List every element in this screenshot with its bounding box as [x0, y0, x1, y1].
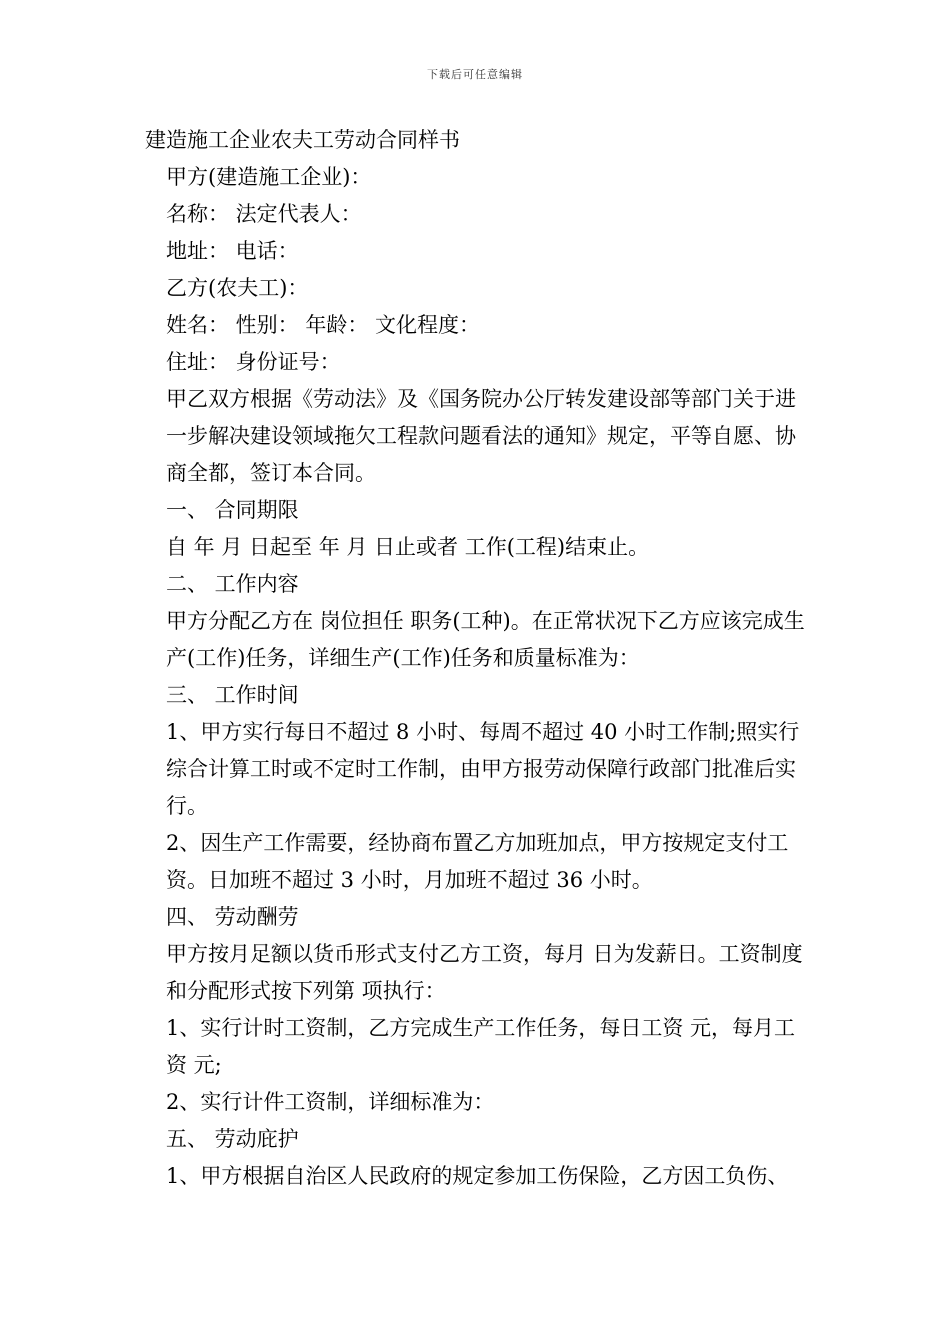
- paragraph-residence-id: 住址： 身份证号：: [166, 350, 341, 374]
- section-heading-term: 一、 合同期限: [166, 498, 299, 522]
- paragraph-remuneration-1: 1、实行计时工资制，乙方完成生产工作任务，每日工资 元，每月工资 元;: [166, 1016, 796, 1077]
- paragraph-work-content: 甲方分配乙方在 岗位担任 职务(工种)。在正常状况下乙方应该完成生产(工作)任务，详细生产(工作)任务和质量标准为：: [166, 609, 805, 670]
- paragraph-work-hours-2: 2、因生产工作需要，经协商布置乙方加班加点，甲方按规定支付工资。日加班不超过 3 小时，月加班不超过 36 小时。: [166, 831, 789, 892]
- paragraph-term: 自 年 月 日起至 年 月 日止或者 工作(工程)结束止。: [166, 535, 650, 559]
- document-body: [145, 122, 810, 1195]
- paragraph-personal-info: 姓名： 性别： 年龄： 文化程度：: [166, 313, 481, 337]
- section-heading-work-hours: 三、 工作时间: [166, 683, 299, 707]
- header-note: 下载后可任意编辑: [427, 68, 523, 81]
- paragraph-remuneration-2: 2、实行计件工资制，详细标准为：: [166, 1090, 495, 1114]
- section-heading-work-content: 二、 工作内容: [166, 572, 299, 596]
- paragraph-address-phone: 地址： 电话：: [166, 239, 299, 263]
- paragraph-remuneration: 甲方按月足额以货币形式支付乙方工资，每月 日为发薪日。工资制度和分配形式按下列第 项执行：: [166, 942, 803, 1003]
- paragraph-protection-1: 1、甲方根据自治区人民政府的规定参加工伤保险，乙方因工负伤、: [166, 1164, 789, 1188]
- section-heading-remuneration: 四、 劳动酬劳: [166, 905, 299, 929]
- document-title: 建造施工企业农夫工劳动合同样书: [145, 128, 460, 152]
- paragraph-name-rep: 名称： 法定代表人：: [166, 202, 362, 226]
- section-heading-protection: 五、 劳动庇护: [166, 1127, 299, 1151]
- paragraph-party-b: 乙方(农夫工)：: [166, 276, 309, 300]
- paragraph-party-a: 甲方(建造施工企业)：: [166, 165, 372, 189]
- paragraph-work-hours-1: 1、甲方实行每日不超过 8 小时、每周不超过 40 小时工作制;照实行综合计算工时或不定时工作制，由甲方报劳动保障行政部门批准后实行。: [166, 720, 800, 818]
- paragraph-preamble: 甲乙双方根据《劳动法》及《国务院办公厅转发建设部等部门关于进一步解决建设领域拖欠工程款问题看法的通知》规定，平等自愿、协商全都，签订本合同。: [166, 387, 796, 485]
